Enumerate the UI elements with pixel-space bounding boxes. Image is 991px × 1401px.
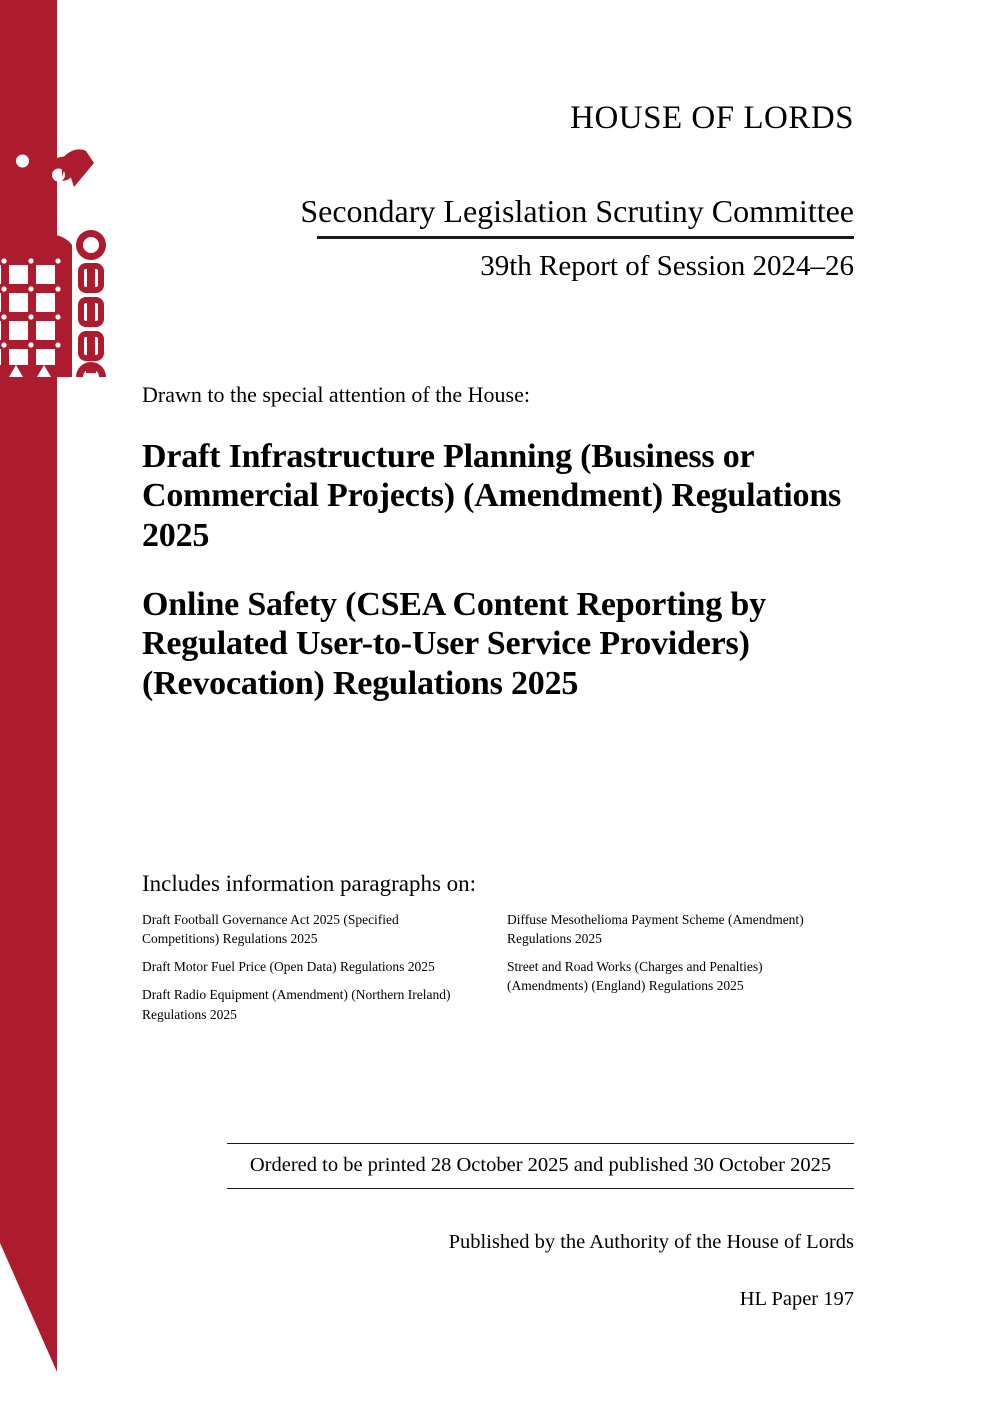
instrument-title-1: Draft Infrastructure Planning (Business or Commercial Projects) (Amendment) Regulations 2025 bbox=[142, 438, 842, 554]
instrument-title-2: Online Safety (CSEA Content Reporting by Regulated User-to-User Service Providers) (Revocation) Regulations 2025 bbox=[142, 586, 766, 702]
ordered-printed-text: Ordered to be printed 28 October 2025 and published 30 October 2025 bbox=[249, 1154, 832, 1176]
committee-name: Secondary Legislation Scrutiny Committee bbox=[300, 193, 854, 229]
includes-paragraphs-columns bbox=[142, 910, 854, 1033]
paper-number: HL Paper 197 bbox=[739, 1288, 854, 1310]
page-title-house: HOUSE OF LORDS bbox=[570, 100, 854, 136]
report-session-label: 39th Report of Session 2024–26 bbox=[480, 250, 854, 283]
footer-divider-rule-bottom bbox=[227, 1188, 854, 1189]
list-item: Diffuse Mesothelioma Payment Scheme (Amendment) Regulations 2025 bbox=[507, 912, 804, 947]
list-item: Draft Football Governance Act 2025 (Specified Competitions) Regulations 2025 bbox=[142, 912, 399, 947]
list-item: Draft Radio Equipment (Amendment) (Northern Ireland) Regulations 2025 bbox=[142, 987, 451, 1022]
committee-header-block bbox=[142, 192, 854, 284]
includes-column-right bbox=[498, 910, 854, 1033]
drawn-to-attention-label: Drawn to the special attention of the House: bbox=[142, 382, 530, 407]
published-by-text: Published by the Authority of the House of Lords bbox=[448, 1231, 854, 1253]
cover-content-column bbox=[142, 0, 854, 1401]
ordered-printed-block bbox=[227, 1143, 854, 1189]
includes-column-left bbox=[142, 910, 498, 1033]
list-item: Draft Motor Fuel Price (Open Data) Regulations 2025 bbox=[142, 959, 435, 975]
crowned-portcullis-icon bbox=[0, 137, 115, 377]
list-item: Street and Road Works (Charges and Penalties) (Amendments) (England) Regulations 2025 bbox=[507, 959, 763, 994]
includes-paragraphs-heading: Includes information paragraphs on: bbox=[142, 871, 477, 896]
